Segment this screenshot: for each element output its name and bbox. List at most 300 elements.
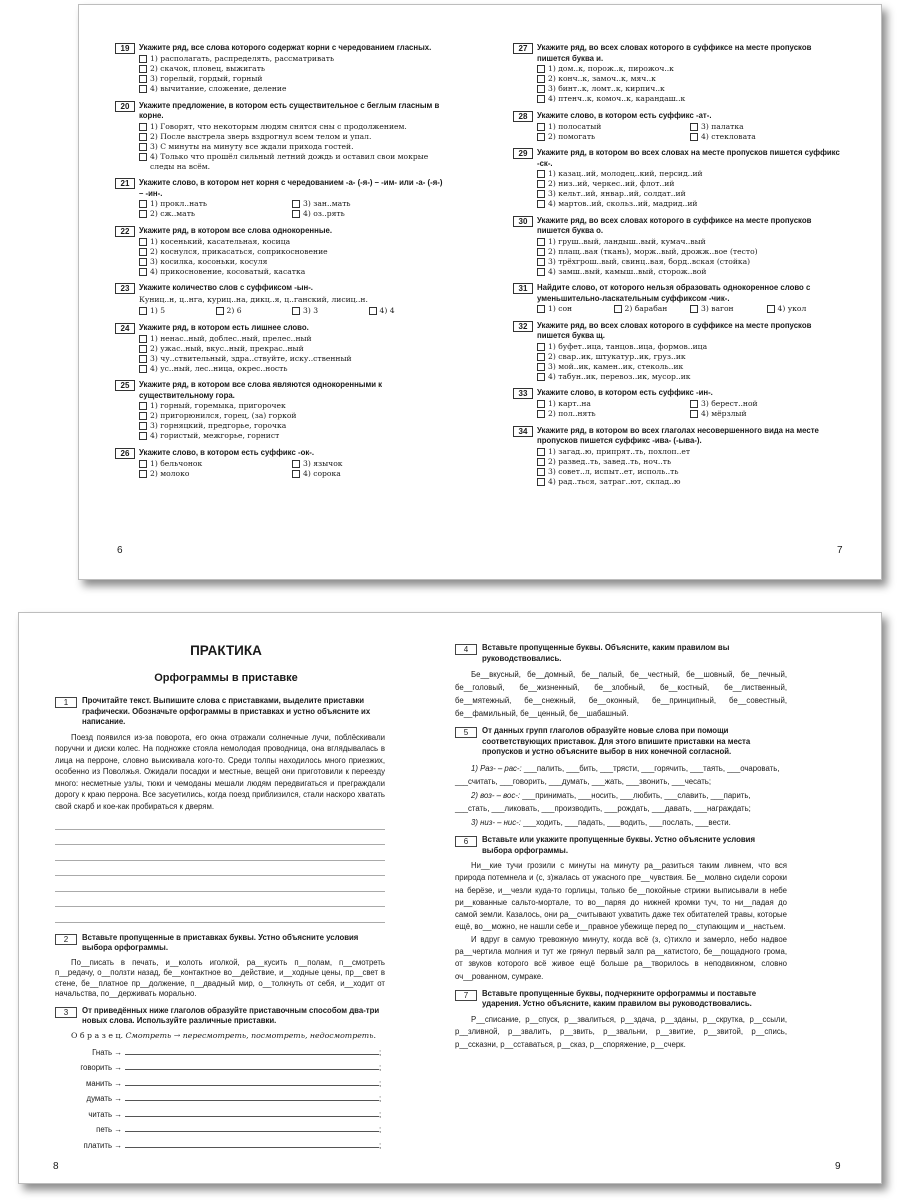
option-label: 2) свар..ик, штукатур..ик, груз..ик (548, 351, 686, 361)
option-label: 2) 6 (226, 306, 242, 315)
option-label: 4) мёрзлый (701, 409, 747, 418)
checkbox[interactable] (537, 373, 545, 381)
answer-option[interactable] (139, 247, 445, 257)
question-number: 32 (513, 321, 533, 332)
option-label: 4) Только что прошёл сильный летний дождь и оставил свои мокрые (150, 151, 429, 161)
option-label: 3) 3 (303, 306, 319, 315)
checkbox[interactable] (767, 305, 775, 313)
page-number-9: 9 (835, 1161, 841, 1172)
question-header (513, 321, 843, 342)
checkbox[interactable] (139, 345, 147, 353)
option-label: 4) гористый, межгорье, горнист (150, 431, 280, 440)
question-number: 25 (115, 380, 135, 391)
checkbox[interactable] (139, 422, 147, 430)
answer-option[interactable] (292, 209, 445, 219)
page-number-6: 6 (117, 545, 123, 556)
checkbox[interactable] (292, 210, 300, 218)
answer-option[interactable] (537, 447, 843, 457)
task-3 (55, 1006, 385, 1150)
checkbox[interactable] (690, 400, 698, 408)
answer-options (537, 237, 843, 277)
task-1 (55, 696, 385, 923)
answer-option[interactable] (139, 267, 445, 277)
option-label: 4) укол (777, 304, 807, 313)
answer-line[interactable] (125, 1116, 379, 1117)
checkbox[interactable] (139, 432, 147, 440)
answer-option[interactable] (139, 469, 292, 479)
verb-label: читать → (88, 1109, 122, 1119)
checkbox[interactable] (537, 258, 545, 266)
checkbox[interactable] (537, 305, 545, 313)
answer-option[interactable] (292, 306, 369, 316)
task-text: По__писать в печать, и__колоть иголкой, ра__кусить п__полам, п__смотреть п__редачу, о__ползти назад, бе__контактное во__действие, и__ходные цены, пр__свет в стене, бе__платное пр__должение, п__двадный мир, о__толкнуть от себя, и__ходит от начальства, по__держивать морально. (55, 957, 385, 998)
checkbox[interactable] (139, 153, 147, 161)
option-label: 3) язычок (303, 458, 343, 468)
checkbox[interactable] (139, 143, 147, 151)
answer-option[interactable] (139, 306, 216, 316)
section-subtitle: Орфограммы в приставке (154, 672, 298, 684)
checkbox[interactable] (139, 335, 147, 343)
checkbox[interactable] (690, 305, 698, 313)
line-end: ; (379, 1109, 382, 1119)
answer-option[interactable] (690, 122, 843, 132)
answer-option[interactable] (537, 342, 843, 352)
option-label: 4) сорока (303, 468, 341, 478)
task-number: 1 (55, 697, 77, 708)
answer-option[interactable] (139, 142, 445, 152)
checkbox[interactable] (139, 460, 147, 468)
answer-line[interactable] (125, 1147, 379, 1148)
checkbox[interactable] (537, 458, 545, 466)
option-label: 2) низ..ий, черкес..ий, флот..ий (548, 179, 675, 188)
question-header (115, 43, 445, 54)
option-label: 1) 5 (150, 306, 166, 315)
answer-options (537, 342, 843, 382)
line-end: ; (379, 1078, 382, 1088)
option-label: 3) кельт..ий, январ..ий, солдат..ий (548, 189, 686, 198)
answer-option[interactable] (369, 306, 446, 316)
task-instruction: От приведённых ниже глаголов образуйте приставочным способом два-три новых слова. Используйте различные приставки. (82, 1005, 380, 1025)
answer-line[interactable] (125, 1069, 379, 1070)
question-33 (513, 388, 843, 419)
option-label: 3) палатка (701, 121, 744, 131)
option-label: 4) ус..ный, лес..ница, окрес..ность (150, 363, 288, 373)
answer-option[interactable] (537, 64, 843, 74)
option-label: 3) совет..л, испыт..ет, исполь..ть (548, 466, 679, 476)
answer-option[interactable] (292, 469, 445, 479)
task-text: Поезд появился из-за поворота, его окна отражали солнечные лучи, поблёскивали поручни и диски колес. На подножке стояла немолодая проводница, она вглядывалась в лица на перроне, словно выискивала кого-то. Среди толпы находилось много приезжих, особенно из Поволжья. Ожидали посадки и местные, вещей они приготовили к переезду много: несметные узлы, тюки и чемоданы мешали людям передвигаться и преграждали дорогу к краю перрона. Все засуетились, когда поезд приблизился, стали наскоро хватать свой скарб и кое-как пробираться к дверям. (55, 732, 385, 811)
checkbox[interactable] (139, 307, 147, 315)
task-4 (455, 643, 787, 720)
verb-group (455, 816, 787, 830)
checkbox[interactable] (537, 123, 545, 131)
checkbox[interactable] (139, 200, 147, 208)
question-header (115, 178, 445, 199)
question-header (513, 148, 843, 169)
checkbox[interactable] (139, 258, 147, 266)
sample-label: О б р а з е ц. (71, 1030, 123, 1040)
option-label: 3) мой..ик, камен..ик, стеколь..ик (548, 361, 684, 371)
checkbox[interactable] (537, 268, 545, 276)
bottom-spread (18, 612, 882, 1184)
verb-line (55, 1057, 385, 1073)
checkbox[interactable] (139, 85, 147, 93)
answer-option[interactable] (537, 467, 843, 477)
option-label: 1) горный, горемыка, пригорочек (150, 401, 286, 410)
option-label: 3) косилка, косоньки, косуля (150, 256, 268, 266)
checkbox[interactable] (537, 343, 545, 351)
question-words: Куниц..н, ц..нга, куриц..на, дикц..я, ц..ганский, лисиц..н. (139, 295, 368, 304)
checkbox[interactable] (537, 238, 545, 246)
option-label: 2) После выстрела зверь вздрогнул всем телом и упал. (150, 131, 372, 141)
option-label: 1) сон (548, 304, 573, 313)
answer-option[interactable] (537, 132, 690, 142)
group-label: 3) низ- – нис-: (471, 817, 521, 827)
task-text-paragraph-1: Ни__кие тучи грозили с минуты на минуту ра__разиться таким ливнем, что вся природа потемнела и (с, з)жалась от ужасного пре__чувствия. Бе__молвно сидели сороки на берёзе, и__чезли куда-то горлицы, только бе__покойные стрижи выписывали в небе ри__кованные сальто-мортале, то во__паряя до нижней кромки туч, то ни__падая до самой земли. Казалось, они ра__считывают ухватить даже тех обитателей травы, которые ещё, во__можно, не нашли себе и__правное убежище перед по__ступающим и__настьем. (455, 861, 787, 932)
answer-option[interactable] (139, 431, 445, 441)
answer-line[interactable] (125, 1085, 379, 1086)
verb-groups (455, 762, 787, 830)
checkbox[interactable] (537, 95, 545, 103)
checkbox[interactable] (139, 238, 147, 246)
checkbox[interactable] (537, 363, 545, 371)
answer-option[interactable] (139, 344, 445, 354)
task-instruction: Вставьте пропущенные буквы. Объясните, каким правилом вы руководствовались. (482, 643, 730, 663)
question-text: Укажите ряд, во всех словах которого в суффиксе на месте пропусков пишется буква и. (537, 43, 812, 63)
verb-label: говорить → (80, 1063, 122, 1072)
checkbox[interactable] (139, 355, 147, 363)
checkbox[interactable] (537, 200, 545, 208)
answer-option[interactable] (139, 54, 445, 64)
answer-option[interactable] (537, 169, 843, 179)
checkbox[interactable] (537, 353, 545, 361)
question-20 (115, 101, 445, 172)
task-6 (455, 835, 787, 983)
answer-option[interactable] (139, 257, 445, 267)
answer-options (139, 401, 445, 441)
checkbox[interactable] (690, 123, 698, 131)
answer-options (139, 334, 445, 374)
question-header (115, 380, 445, 401)
answer-line[interactable] (125, 1131, 379, 1132)
option-label: 1) полосатый (548, 121, 602, 131)
option-label: 2) барабан (624, 304, 668, 313)
checkbox[interactable] (537, 133, 545, 141)
answer-option[interactable] (139, 354, 445, 364)
checkbox[interactable] (690, 133, 698, 141)
question-text: Укажите слово, в котором нет корня с чередованием -а- (-я-) – -им- или -а- (-я-) – -ин-. (139, 178, 443, 198)
checkbox[interactable] (537, 85, 545, 93)
group-label: 1) Раз- – рас-: (471, 763, 522, 773)
option-label: 1) бельчонок (150, 458, 203, 468)
answer-option[interactable] (537, 457, 843, 467)
answer-option[interactable] (537, 122, 690, 132)
checkbox[interactable] (537, 248, 545, 256)
answer-option[interactable] (537, 352, 843, 362)
checkbox[interactable] (139, 75, 147, 83)
task-instruction: От данных групп глаголов образуйте новые слова при помощи соответствующих приставок. Для этого впишите приставки на места пропусков и устно объясните выбор в них конечной согласной. (482, 726, 751, 756)
question-text: Укажите ряд, во всех словах которого в суффиксе на месте пропусков пишется буква о. (537, 215, 812, 235)
option-label: 1) карт..на (548, 399, 591, 408)
option-label: 2) коснулся, прикасаться, соприкосновение (150, 246, 328, 256)
checkbox[interactable] (139, 210, 147, 218)
checkbox[interactable] (690, 410, 698, 418)
option-label: 4) мартов..ий, скольз..ий, мадрид..ий (548, 199, 698, 208)
checkbox[interactable] (537, 75, 545, 83)
answer-option[interactable] (139, 411, 445, 421)
checkbox[interactable] (614, 305, 622, 313)
question-header (115, 323, 445, 334)
question-number: 28 (513, 111, 533, 122)
answer-option[interactable] (537, 257, 843, 267)
answer-option[interactable] (537, 247, 843, 257)
verb-line (55, 1072, 385, 1088)
option-label: 1) загад..ю, припрят..ть, похлоп..ет (548, 446, 691, 456)
question-26 (115, 448, 445, 479)
question-text: Укажите слово, в котором есть суффикс -ат-. (537, 110, 712, 120)
option-label: 1) прокл..нать (150, 199, 208, 208)
answer-options (537, 304, 843, 314)
option-label: 3) бинт..к, ломт..к, кирпич..к (548, 84, 665, 93)
page-6 (115, 43, 445, 485)
option-label: 1) дом..к, порож..к, пирожоч..к (548, 64, 674, 73)
answer-option[interactable] (139, 132, 445, 142)
checkbox[interactable] (139, 365, 147, 373)
verb-line (55, 1103, 385, 1119)
option-label: 3) зан..мать (303, 199, 351, 208)
question-text: Укажите ряд, в котором во всех глаголах несовершенного вида на месте пропусков пишется суффикс -ива- (-ыва-). (537, 425, 819, 445)
option-label: 2) сж..мать (150, 209, 196, 218)
option-label: 2) ужас..ный, вкус..ный, прекрас..ный (150, 343, 304, 353)
checkbox[interactable] (292, 307, 300, 315)
question-25 (115, 380, 445, 441)
checkbox[interactable] (537, 448, 545, 456)
answer-option[interactable] (139, 401, 445, 411)
option-label: 2) развед..ть, завед..ть, ноч..ть (548, 456, 672, 466)
option-label: 2) помогать (548, 131, 596, 141)
answer-option[interactable] (139, 459, 292, 469)
answer-option[interactable] (767, 304, 844, 314)
line-end: ; (379, 1063, 382, 1072)
task-number: 5 (455, 727, 477, 738)
task-instruction: Прочитайте текст. Выпишите слова с приставками, выделите приставки графически. Обозначьте орфограммы в приставках и устно объясните их написание. (82, 696, 371, 726)
answer-option[interactable] (139, 122, 445, 132)
answer-option[interactable] (537, 74, 843, 84)
answer-line[interactable] (125, 1100, 379, 1101)
checkbox[interactable] (139, 248, 147, 256)
checkbox[interactable] (216, 307, 224, 315)
checkbox[interactable] (292, 470, 300, 478)
group-label: 2) воз- – вос-: (471, 790, 521, 800)
option-label: 1) буфет..ица, танцов..ица, формов..ица (548, 341, 708, 351)
answer-option[interactable] (537, 179, 843, 189)
answer-option[interactable] (537, 189, 843, 199)
checkbox[interactable] (139, 133, 147, 141)
option-label: 3) горняцкий, предгорье, горочка (150, 421, 287, 430)
answer-option[interactable] (537, 362, 843, 372)
question-header (513, 283, 843, 304)
answer-options (537, 399, 843, 419)
answer-option[interactable] (139, 421, 445, 431)
answer-option[interactable] (537, 237, 843, 247)
verb-line (55, 1041, 385, 1057)
option-label: 2) конч..к, замоч..к, мяч..к (548, 74, 656, 83)
answer-options (139, 237, 445, 277)
answer-option[interactable] (139, 152, 445, 162)
answer-option[interactable] (139, 209, 292, 219)
answer-option[interactable] (537, 409, 690, 419)
answer-option[interactable] (690, 409, 843, 419)
option-label: 3) трёхгрош..вый, свинц..вая, борд..вская (стойка) (548, 256, 751, 266)
task-instruction: Вставьте пропущенные в приставках буквы. Устно объясните условия выбора орфограммы. (82, 932, 359, 952)
answer-option[interactable] (537, 399, 690, 409)
question-21 (115, 178, 445, 219)
question-23 (115, 283, 445, 316)
answer-option[interactable] (216, 306, 293, 316)
answer-option[interactable] (690, 132, 843, 142)
verb-group (455, 762, 787, 789)
answer-option[interactable] (690, 399, 843, 409)
question-number: 31 (513, 283, 533, 294)
checkbox[interactable] (139, 65, 147, 73)
question-text: Укажите предложение, в котором есть существительное с беглым гласным в корне. (139, 100, 440, 120)
top-spread (78, 4, 882, 580)
question-header (115, 283, 445, 294)
checkbox[interactable] (537, 478, 545, 486)
answer-options (139, 122, 445, 162)
answer-option[interactable] (139, 237, 445, 247)
answer-option[interactable] (292, 459, 445, 469)
question-number: 27 (513, 43, 533, 54)
checkbox[interactable] (537, 190, 545, 198)
question-28 (513, 111, 843, 142)
option-label: 4) вычитание, сложение, деление (150, 84, 287, 93)
question-text: Укажите ряд, в котором во всех словах на месте пропусков пишется суффикс -ск-. (537, 148, 840, 168)
answer-option[interactable] (139, 199, 292, 209)
option-label: 1) ненас..ный, доблес..ный, прелес..ный (150, 333, 312, 343)
option-label: 4) табун..ик, перевоз..ик, мусор..ик (548, 371, 691, 381)
answer-line[interactable] (125, 1054, 379, 1055)
option-label: 4) 4 (379, 306, 395, 315)
question-number: 24 (115, 323, 135, 334)
option-label: 2) пол..нять (548, 409, 596, 418)
answer-options (139, 459, 445, 479)
answer-option[interactable] (537, 372, 843, 382)
question-header (513, 111, 843, 122)
checkbox[interactable] (369, 307, 377, 315)
question-number: 23 (115, 283, 135, 294)
checkbox[interactable] (537, 170, 545, 178)
question-19 (115, 43, 445, 94)
task-text: Р__списание, р__спуск, р__звалиться, р__здача, р__зданы, р__скрутка, р__ссыли, р__зливной, р__звалить, р__звить, р__звальни, р__звитие, р__звитой, р__спись, р__ссказни, р__сставаться, р__сказ, р__споряжение, р__счерк. (455, 1014, 787, 1049)
task-instruction: Вставьте пропущенные буквы, подчеркните орфограммы и поставьте ударения. Устно объясните, каким правилом вы руководствовались. (482, 988, 757, 1009)
option-continuation: следы на всём. (150, 161, 211, 171)
page-9 (455, 643, 787, 1057)
question-31 (513, 283, 843, 314)
option-label: 4) прикосновение, косоватый, касатка (150, 266, 306, 276)
checkbox[interactable] (537, 400, 545, 408)
checkbox[interactable] (537, 65, 545, 73)
verb-line (55, 1134, 385, 1150)
checkbox[interactable] (292, 200, 300, 208)
answer-option[interactable] (139, 74, 445, 84)
checkbox[interactable] (139, 123, 147, 131)
checkbox[interactable] (139, 268, 147, 276)
task-7 (455, 989, 787, 1052)
option-label: 3) вагон (701, 304, 734, 313)
answer-option[interactable] (537, 304, 614, 314)
option-label: 3) чу..ствительный, здра..ствуйте, иску..ственный (150, 353, 352, 363)
option-label: 4) замш..вый, камыш..вый, сторож..вой (548, 266, 707, 276)
task-number: 2 (55, 934, 77, 945)
line-end: ; (379, 1047, 382, 1057)
checkbox[interactable] (292, 460, 300, 468)
answer-option[interactable] (292, 199, 445, 209)
checkbox[interactable] (537, 468, 545, 476)
answer-option[interactable] (614, 304, 691, 314)
page-8 (55, 643, 385, 1156)
verb-line (55, 1088, 385, 1104)
answer-options (537, 64, 843, 104)
answer-option[interactable] (537, 84, 843, 94)
page-number-8: 8 (53, 1161, 59, 1172)
task-text-paragraph-2: И вдруг в самую тревожную минуту, когда всё (з, с)тихло и замерло, небо надвое ра__чертила молния и тут же грянул первый залп ра__катистого, бе__пощадного грома, от звуков которого всё живое ещё больше ра__творилось в неподвижном, словно оч__рованном, сумраке. (455, 934, 787, 981)
checkbox[interactable] (537, 180, 545, 188)
answer-option[interactable] (537, 267, 843, 277)
checkbox[interactable] (139, 470, 147, 478)
option-label: 4) рад..ться, затраг..ют, склад..ю (548, 476, 681, 486)
question-text: Укажите слово, в котором есть суффикс -ин-. (537, 388, 713, 397)
question-text: Укажите ряд, в котором все слова являются однокоренными к существительному гора. (139, 380, 383, 400)
verb-line (55, 1119, 385, 1135)
answer-option[interactable] (537, 477, 843, 487)
verb-label: Гнать → (92, 1047, 122, 1057)
answer-option[interactable] (690, 304, 767, 314)
checkbox[interactable] (139, 55, 147, 63)
answer-option[interactable] (139, 334, 445, 344)
answer-option[interactable] (139, 364, 445, 374)
checkbox[interactable] (139, 412, 147, 420)
question-text: Укажите ряд, в котором все слова однокоренные. (139, 225, 332, 235)
option-label: 4) оз..рять (303, 209, 345, 218)
page-number-7: 7 (837, 545, 843, 556)
checkbox[interactable] (537, 410, 545, 418)
question-34 (513, 426, 843, 487)
option-label: 2) молоко (150, 468, 190, 478)
verb-label: петь → (96, 1125, 122, 1134)
task-number: 3 (55, 1007, 77, 1018)
question-text: Укажите количество слов с суффиксом -ын-. (139, 283, 313, 292)
answer-lines[interactable] (55, 814, 385, 923)
line-end: ; (379, 1125, 382, 1134)
checkbox[interactable] (139, 402, 147, 410)
option-label: 1) Говорят, что некоторым людям снятся сны с продолжением. (150, 121, 407, 131)
answer-options (537, 447, 843, 487)
question-29 (513, 148, 843, 209)
question-30 (513, 216, 843, 277)
answer-option[interactable] (537, 94, 843, 104)
answer-option[interactable] (139, 64, 445, 74)
answer-options (139, 306, 445, 316)
question-24 (115, 323, 445, 374)
question-number: 34 (513, 426, 533, 437)
answer-option[interactable] (537, 199, 843, 209)
question-text: Укажите ряд, во всех словах которого в суффиксе на месте пропусков пишется буква щ. (537, 320, 812, 340)
task-instruction: Вставьте или укажите пропущенные буквы. Устно объясните условия выбора орфограммы. (482, 835, 756, 855)
question-32 (513, 321, 843, 382)
question-number: 33 (513, 388, 533, 399)
answer-option[interactable] (139, 84, 445, 94)
